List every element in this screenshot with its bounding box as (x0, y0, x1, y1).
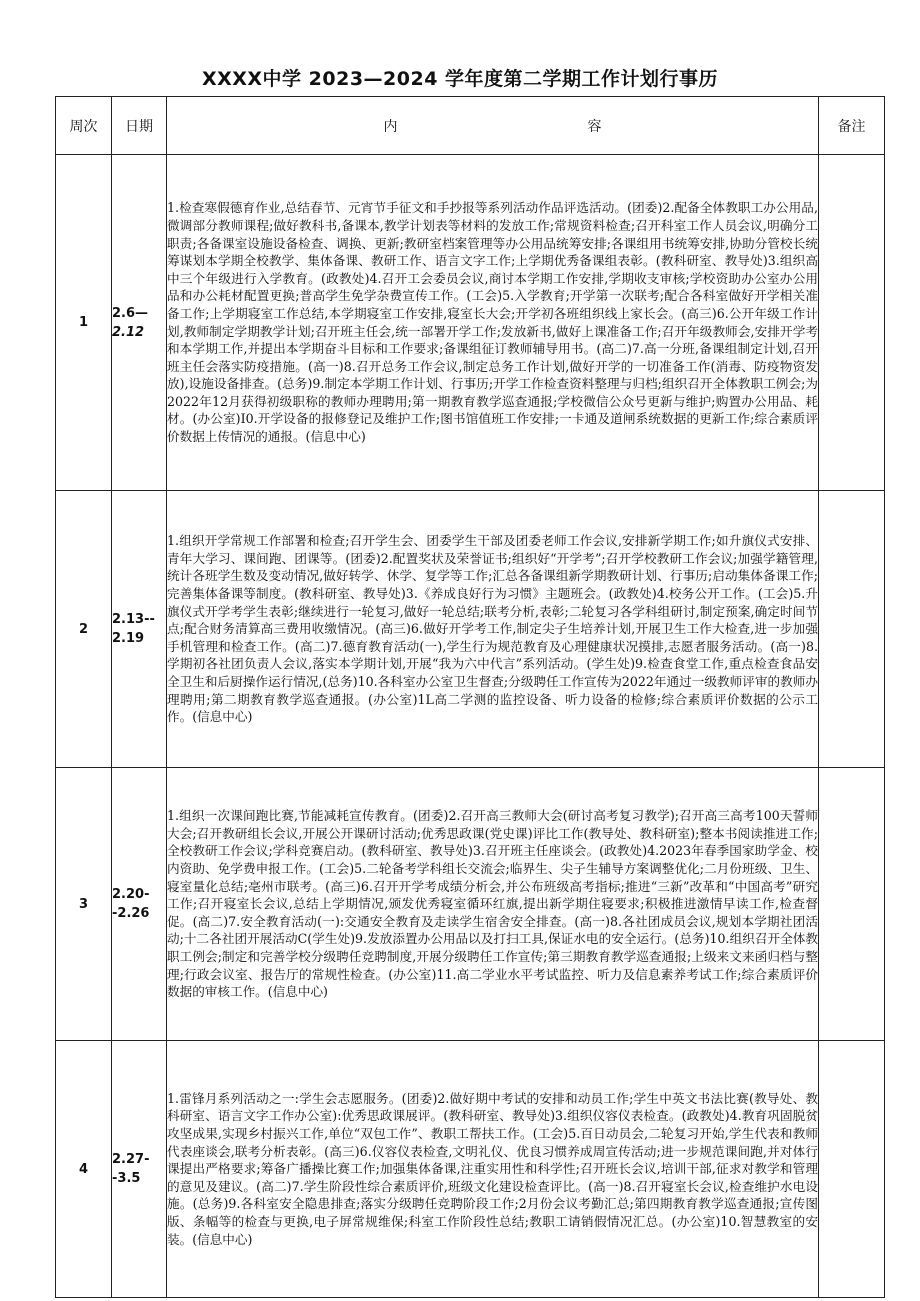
table-header-row (56, 97, 885, 155)
date-start: 2.6— (112, 305, 149, 321)
week-cell: 2 (56, 491, 112, 768)
date-start: 2.27- (112, 1152, 150, 1167)
table-row (56, 768, 885, 1041)
header-week: 周次 (56, 97, 112, 155)
content-cell: 1.组织开学常规工作部署和检查;召开学生会、团委学生干部及团委老师工作会议,安排新学期工作;如升旗仪式安排、青年大学习、课间跑、团课等。(团委)2.配置奖状及荣誉证书;组织好“开学考”;召开学校教研工作会议;加强学籍管理,统计各班学生数及变动情况,做好转学、休学、复学等工作;汇总各备课组新学期教研计划、行事历;启动集体备课工作;完善集体备课等制度。(教科研室、教导处)3.《养成良好行为习惯》主题班会。(政教处)4.校务公开工作。(工会)5.升旗仪式开学考学生表彰;继续进行一轮复习,做好一轮总结;联考分析,表彰;二轮复习各学科组研讨,制定预案,确定时间节点;配合财务清算高三费用收缴情况。(高三)6.做好开学考工作,制定尖子生培养计划,开展卫生工作大检查,进一步加强手机管理和检查工作。(高二)7.德育教育活动(一),学生行为规范教育及心理健康状况摸排,志愿者服务活动。(高一)8.学期初各社团负责人会议,落实本学期计划,开展“我为六中代言”系列活动。(学生处)9.检查食堂工作,重点检查食品安全卫生和后厨操作运行情况,(总务)10.各科室办公室卫生督查;分级聘任工作宣传为2022年通过一级教师评审的教师办理聘用;第二期教育教学巡查通报。(办公室)1L高二学测的监控设备、听力设备的检修;综合素质评价数据的公示工作。(信息中心) (167, 491, 819, 768)
header-content-left: 内 (383, 118, 398, 135)
date-end: 2.12 (112, 324, 145, 340)
calendar-table (55, 96, 885, 1298)
date-end: -3.5 (112, 1171, 141, 1186)
week-cell: 4 (56, 1041, 112, 1298)
date-end: 2.19 (112, 631, 145, 646)
header-date: 日期 (112, 97, 167, 155)
date-start: 2.13-- (112, 612, 155, 627)
header-content-right: 容 (587, 118, 602, 135)
date-start: 2.20- (112, 887, 150, 902)
date-cell (112, 491, 167, 768)
date-cell (112, 155, 167, 491)
note-cell (819, 491, 885, 768)
header-content (167, 97, 819, 155)
note-cell (819, 155, 885, 491)
header-note: 备注 (819, 97, 885, 155)
week-cell: 3 (56, 768, 112, 1041)
date-end: -2.26 (112, 906, 150, 921)
table-row (56, 1041, 885, 1298)
date-cell (112, 768, 167, 1041)
note-cell (819, 768, 885, 1041)
content-cell: 1.检查寒假德育作业,总结春节、元宵节手征文和手抄报等系列活动作品评选活动。(团委)2.配备全体教职工办公用品,微调部分教师课程;做好教科书,备课本,教学计划表等材料的发放工作;常规资料检查;召开科室工作人员会议,明确分工职责;各备课室设施设备检查、调换、更新;教研室档案管理等办公用品统筹安排;各课组用书统筹安排,协助分管校长统筹谋划本学期全校教学、集体备课、教研工作、语言文字工作;上学期优秀备课组表彰。(教科研室、教导处)3.组织高中三个年级进行入学教育。(政教处)4.召开工会委员会议,商讨本学期工作安排,学期收支审核;学校资助办公室办公用品和办公耗材配置更换;普高学生免学杂费宣传工作。(工会)5.入学教育;开学第一次联考;配合各科室做好开学相关准备工作;上学期寝室工作总结,本学期寝室工作安排,寝室长大会;开学初各班组织线上家长会。(高三)6.公开年级工作计划,教师制定学期教学计划;召开班主任会,统一部署开学工作;发放新书,做好上课准备工作;召开年级教师会,安排开学考和本学期工作,并提出本学期奋斗目标和工作要求;备课组征订教师辅导用书。(高二)7.高一分班,备课组制定计划,召开班主任会落实防疫措施。(高一)8.召开总务工作会议,制定总务工作计划,做好开学的一切准备工作(消毒、防疫物资发放),设施设备排查。(总务)9.制定本学期工作计划、行事历;开学工作检查资料整理与归档;组织召开全体教职工例会;为2022年12月获得初级职称的教师办理聘用;第一期教育教学巡查通报;学校微信公众号更新与维护;购置办公用品、耗材。(办公室)I0.开学设备的报修登记及维护工作;图书馆值班工作安排;一卡通及道闸系统数据的更新工作;综合素质评价数据上传情况的通报。(信息中心) (167, 155, 819, 491)
date-cell (112, 1041, 167, 1298)
table-row (56, 155, 885, 491)
page-title: XXXX中学 2023—2024 学年度第二学期工作计划行事历 (201, 68, 719, 90)
week-cell: 1 (56, 155, 112, 491)
note-cell (819, 1041, 885, 1298)
table-row (56, 491, 885, 768)
content-cell: 1.雷锋月系列活动之一:学生会志愿服务。(团委)2.做好期中考试的安排和动员工作;学生中英文书法比赛(教导处、教科研室、语言文字工作办公室):优秀思政课展评。(教科研室、教导处)3.组织仪容仪表检查。(政教处)4.教育巩固脱贫攻坚成果,实现乡村振兴工作,单位“双包工作”、教职工帮扶工作。(工会)5.百日动员会,二轮复习开始,学生代表和教师代表座谈会,联考分析表彰。(高三)6.仪容仪表检查,文明礼仪、优良习惯养成周宣传活动;进一步规范课间跑,并对体行课提出严格要求;筹备广播操比赛工作;加强集体备课,注重实用性和科学性;召开班长会议,培训干部,征求对教学和管理的意见及建议。(高二)7.学生阶段性综合素质评价,班级文化建设检查评比。(高一)8.召开寝室长会议,检查维护水电设施。(总务)9.各科室安全隐患排查;落实分级聘任竞聘阶段工作;2月份会议考勤汇总;第四期教育教学巡查通报;宣传图版、条幅等的检查与更换,电子屏常规维保;科室工作阶段性总结;教职工请销假情况汇总。(办公室)10.智慧教室的安装。(信息中心) (167, 1041, 819, 1298)
content-cell: 1.组织一次课间跑比赛,节能减耗宣传教育。(团委)2.召开高三教师大会(研讨高考复习教学);召开高三高考100天誓师大会;召开教研组长会议,开展公开课研讨活动;优秀思政课(党史课)评比工作(教导处、教科研室);整本书阅读推进工作;全校教研工作会议;学科竞赛启动。(教科研室、教导处)3.召开班主任座谈会。(政教处)4.2023年春季国家助学金、校内资助、免学费申报工作。(工会)5.二轮备考学科组长交流会;临界生、尖子生辅导方案调整优化;二月份班级、卫生、寝室量化总结;亳州市联考。(高三)6.召开开学考成绩分析会,并公布班级高考指标;推进“三新”改革和“中国高考”研究工作;召开寝室长会议,总结上学期情况,颁发优秀寝室循环红旗,提出新学期住寝要求;积极推进激情早读工作,检查督促。(高二)7.安全教育活动(一):交通安全教育及走读学生宿舍安全排查。(高一)8.各社团成员会议,规划本学期社团活动;十二各社团开展活动C(学生处)9.发放添置办公用品以及打扫工具,保证水电的安全运行。(总务)10.组织召开全体教职工例会;制定和完善学校分级聘任竞聘制度,开展分级聘任工作宣传;第三期教育教学巡查通报;上级来文来函归档与整理;行政会议室、报告厅的常规性检查。(办公室)11.高二学业水平考试监控、听力及信息素养考试工作;综合素质评价数据的审核工作。(信息中心) (167, 768, 819, 1041)
